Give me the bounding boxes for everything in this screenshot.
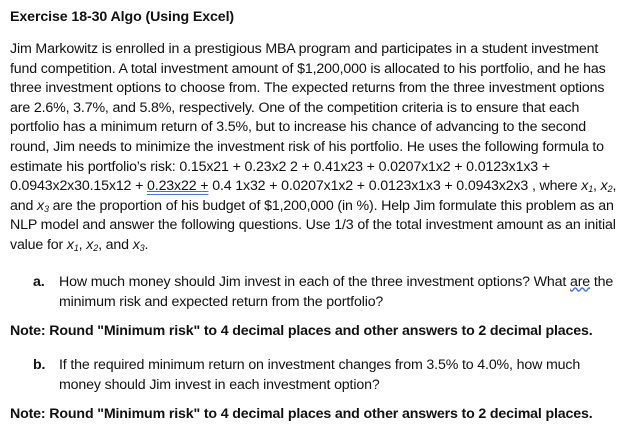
question-text: How much money should Jim invest in each of the three investment options? What are the minimum risk and expected return from the portfolio?	[59, 273, 614, 310]
sentence-end: .	[144, 236, 149, 253]
question-text: If the required minimum return on investment changes from 3.5% to 4.0%, how much money should Jim invest in each investment option?	[59, 356, 581, 393]
question-marker: a.	[33, 273, 45, 290]
variable-x1: $x_1$	[66, 236, 79, 253]
spellcheck-word: are	[569, 273, 591, 290]
separator: , and	[98, 236, 133, 253]
exercise-title: Exercise 18-30 Algo (Using Excel)	[10, 9, 235, 25]
question-a	[10, 272, 628, 312]
formula-tail: 0.4 1x32 + 0.0207x1x2 + 0.0123x1x3 + 0.0943x2x3 , where	[208, 178, 582, 195]
problem-intro: Jim Markowitz is enrolled in a prestigious MBA program and participates in a student investment fund competition. A total investment amount of $1,200,000 is allocated to his portfolio, and he has three investment options to choose from. The expected returns from the three investment options are 2.6%, 3.7%, and 5.8%, respectively. One of the competition criteria is to ensure that each portfolio has a minimum return of 3.5%, but to increase his chance of advancing to the second round, Jim needs to minimize the investment risk of his portfolio. He uses the following formula to estimate his portfolio’s risk: 0.15x21 + 0.23x2 2 + 0.41x23 + 0.0207x1x2 + 0.0123x1x3 + 0.0943x2x30.15x12 +	[10, 41, 606, 195]
separator: ,	[593, 178, 601, 195]
question-marker: b.	[33, 356, 46, 373]
variable-x3: $x_3$	[132, 236, 145, 253]
variable-x2: $x_2$	[600, 178, 613, 195]
question-b	[10, 355, 628, 395]
problem-statement	[10, 40, 628, 256]
rounding-note: Note: Round "Minimum risk" to 4 decimal places and other answers to 2 decimal places.	[10, 322, 593, 339]
variable-x1: $x_1$	[581, 178, 594, 195]
separator: ,	[78, 236, 87, 253]
separator: , and	[10, 178, 617, 214]
formula-underlined-term: 0.23x22 +	[147, 178, 209, 195]
variable-x2: $x_2$	[86, 236, 99, 253]
budget-text: are the proportion of his budget of $1,200,000 (in %). Help Jim formulate this problem as an NLP model and answer the following questions. Use 1/3 of the total investment amount as an initial value for	[10, 197, 616, 253]
rounding-note: Note: Round "Minimum risk" to 4 decimal places and other answers to 2 decimal places.	[10, 405, 593, 422]
variable-x3: $x_3$	[37, 197, 49, 214]
